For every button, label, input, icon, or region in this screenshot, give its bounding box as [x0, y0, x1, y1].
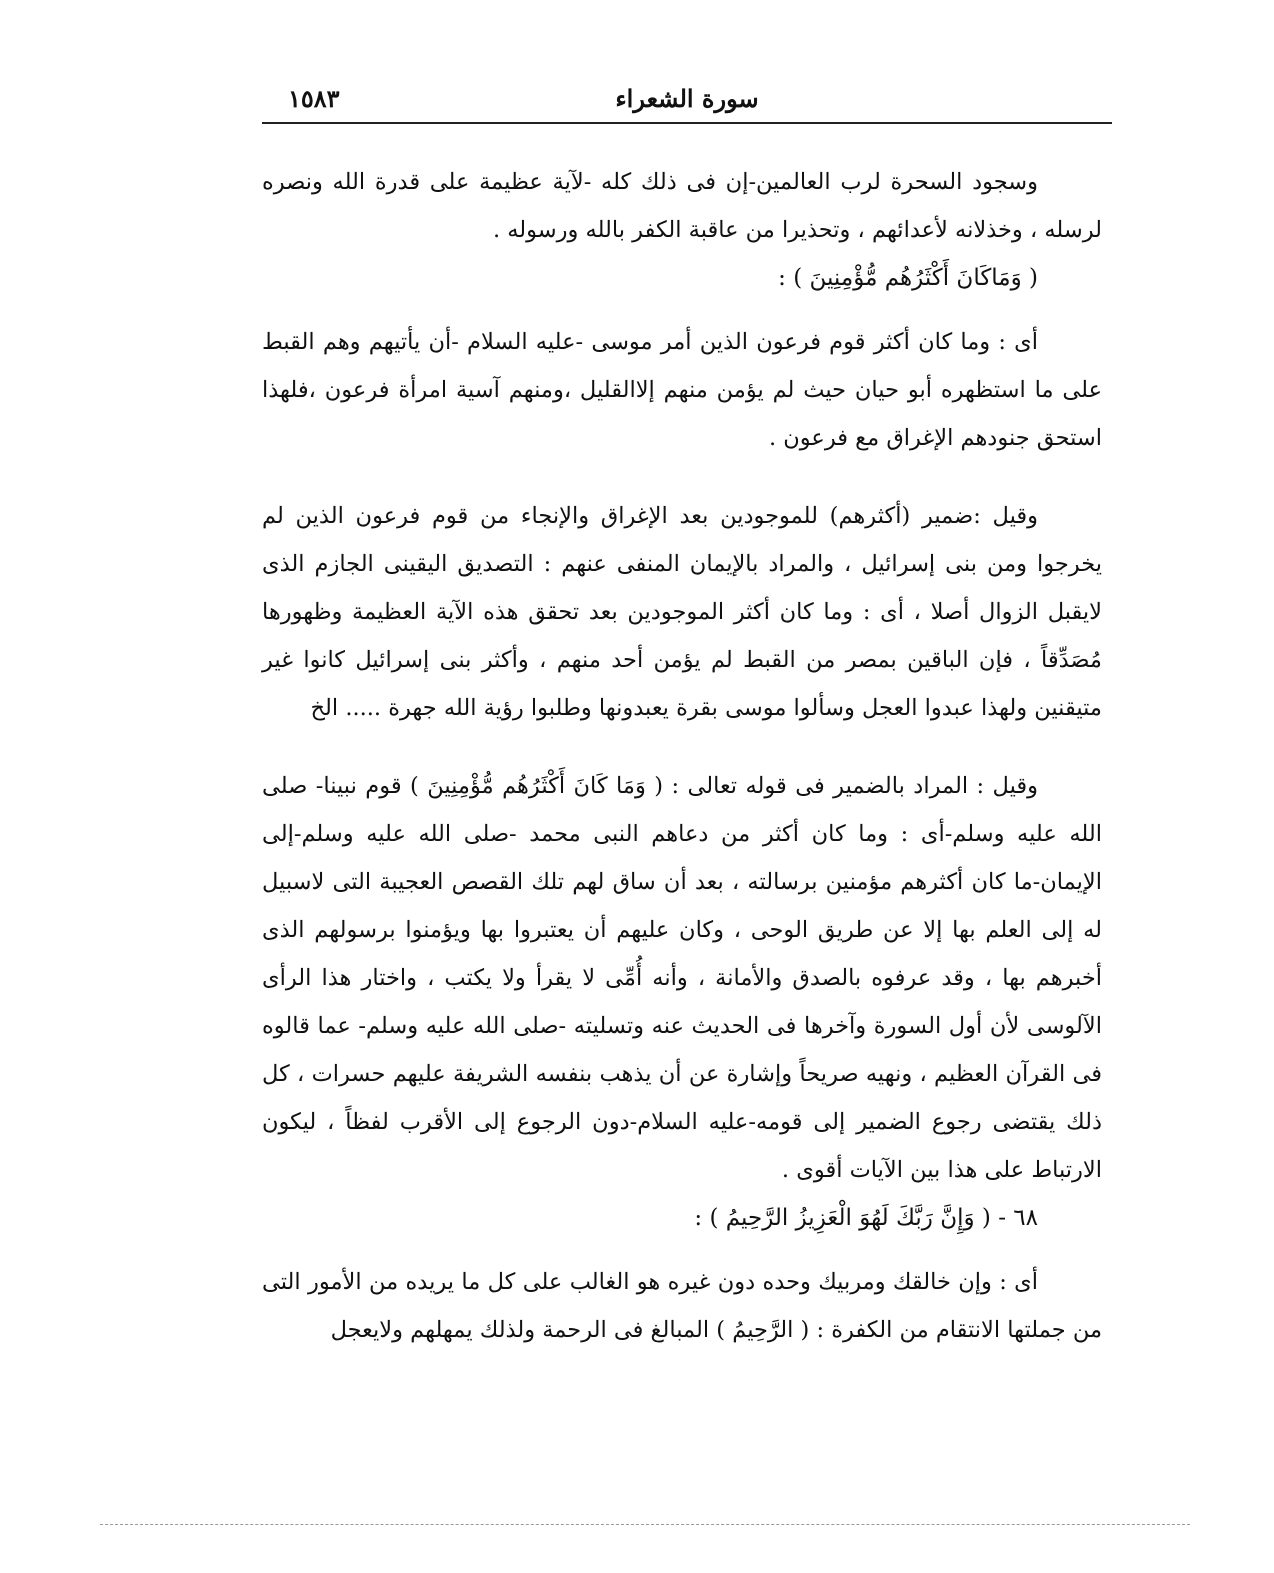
scan-bottom-edge	[100, 1524, 1190, 1525]
header-divider	[262, 122, 1112, 124]
paragraph-tafsir-3: وقيل : المراد بالضمير فى قوله تعالى : ( وَمَا كَانَ أَكْثَرُهُم مُّؤْمِنِينَ ) قوم نبينا- صلى الله عليه وسلم-أى : وما كان أكثر من دعاهم النبى محمد -صلى الله عليه وسلم-إلى الإيمان-ما كان أكثرهم مؤمنين برسالته ، بعد أن ساق لهم تلك القصص العجيبة التى لاسبيل له إلى العلم بها إلا عن طريق الوحى ، وكان عليهم أن يعتبروا بها ويؤمنوا برسولهم الذى أخبرهم بها ، وقد عرفوه بالصدق والأمانة ، وأنه أُمِّى لا يقرأ ولا يكتب ، واختار هذا الرأى الآلوسى لأن أول السورة وآخرها فى الحديث عنه وتسليته -صلى الله عليه وسلم- عما قالوه فى القرآن العظيم ، ونهيه صريحاً وإشارة عن أن يذهب بنفسه الشريفة عليهم حسرات ، كل ذلك يقتضى رجوع الضمير إلى قومه-عليه السلام-دون الرجوع إلى الأقرب لفظاً ، ليكون الارتباط على هذا بين الآيات أقوى .	[262, 773, 1102, 1183]
verse-heading-68: ٦٨ - ( وَإِنَّ رَبَّكَ لَهُوَ الْعَزِيزُ الرَّحِيمُ ) :	[694, 1205, 1038, 1231]
paragraph-tafsir-2: وقيل :ضمير (أكثرهم) للموجودين بعد الإغراق والإنجاء من قوم فرعون الذين لم يخرجوا ومن بنى إسرائيل ، والمراد بالإيمان المنفى عنهم : التصديق اليقينى الجازم الذى لايقبل الزوال أصلا ، أى : وما كان أكثر الموجودين بعد تحقق هذه الآية العظيمة وظهورها مُصَدِّقاً ، فإن الباقين بمصر من القبط لم يؤمن أحد منهم ، وأكثر بنى إسرائيل كانوا غير متيقنين ولهذا عبدوا العجل وسألوا موسى بقرة يعبدونها وطلبوا رؤية الله جهرة ..... الخ	[262, 503, 1102, 721]
page-body	[262, 158, 1102, 1354]
page-number: ١٥٨٣	[288, 84, 340, 113]
paragraph-tafsir-1: أى : وما كان أكثر قوم فرعون الذين أمر موسى -عليه السلام -أن يأتيهم وهم القبط على ما استظهره أبو حيان حيث لم يؤمن منهم إلاالقليل ،ومنهم آسية امرأة فرعون ،فلهذا استحق جنودهم الإغراق مع فرعون .	[262, 329, 1102, 451]
paragraph-tafsir-4: أى : وإن خالقك ومربيك وحده دون غيره هو الغالب على كل ما يريده من الأمور التى من جملتها الانتقام من الكفرة : ( الرَّحِيمُ ) المبالغ فى الرحمة ولذلك يمهلهم ولايعجل	[262, 1269, 1102, 1343]
verse-heading-67: ( وَمَاكَانَ أَكْثَرُهُم مُّؤْمِنِينَ ) :	[778, 265, 1038, 291]
page-header	[262, 78, 1112, 124]
surah-title: سورة الشعراء	[615, 84, 759, 113]
paragraph-intro: وسجود السحرة لرب العالمين-إن فى ذلك كله -لآية عظيمة على قدرة الله ونصره لرسله ، وخذلانه لأعدائهم ، وتحذيرا من عاقبة الكفر بالله ورسوله .	[262, 169, 1102, 243]
